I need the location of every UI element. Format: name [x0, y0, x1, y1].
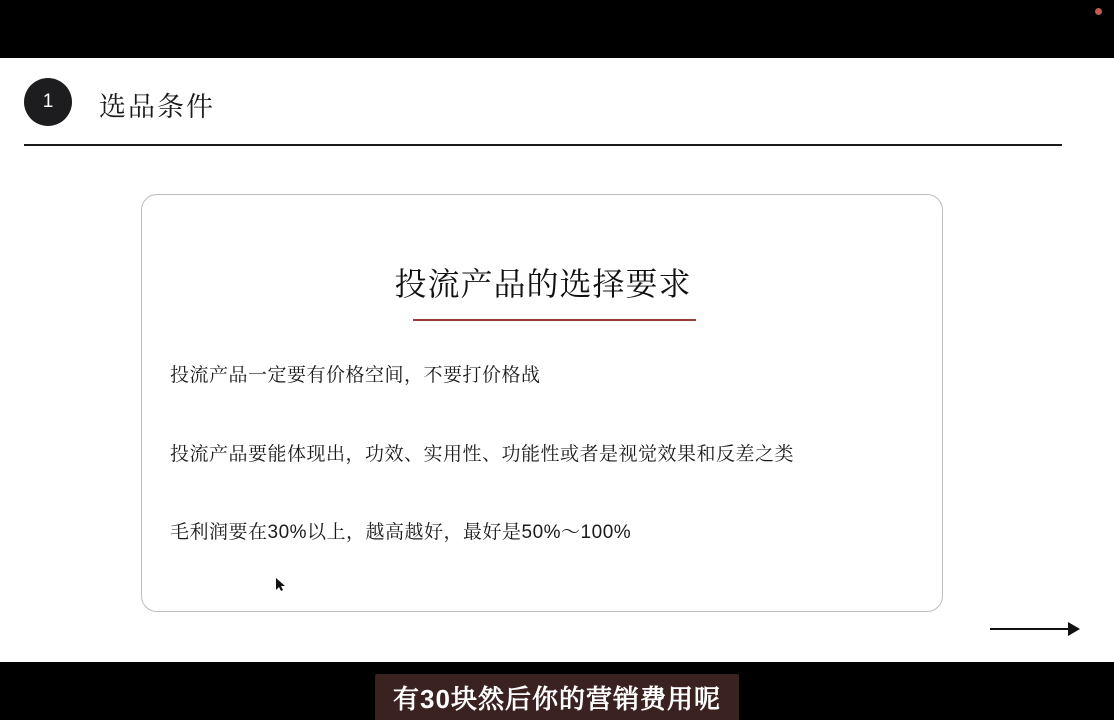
arrow-shaft — [990, 628, 1074, 630]
card-title-underline — [413, 319, 696, 321]
section-title: 选品条件 — [99, 92, 215, 122]
top-letterbox-band — [0, 0, 1114, 58]
recording-indicator-icon — [1095, 8, 1102, 15]
next-arrow-icon[interactable] — [990, 618, 1082, 640]
list-item: 毛利润要在30%以上，越高越好，最好是50%～100% — [170, 522, 632, 544]
content-card — [141, 194, 943, 612]
list-item: 投流产品一定要有价格空间，不要打价格战 — [170, 365, 541, 386]
subtitle-caption: 有30块然后你的营销费用呢 — [375, 674, 739, 720]
mouse-cursor-icon — [276, 578, 286, 592]
section-number-badge — [24, 78, 72, 126]
arrow-head — [1068, 622, 1080, 636]
header-divider — [24, 144, 1062, 146]
section-number-label: 1 — [42, 91, 54, 112]
bullet-list — [170, 363, 930, 599]
card-title: 投流产品的选择要求 — [394, 266, 692, 302]
list-item: 投流产品要能体现出，功效、实用性、功能性或者是视觉效果和反差之类 — [170, 443, 795, 465]
slide-canvas — [0, 58, 1114, 662]
